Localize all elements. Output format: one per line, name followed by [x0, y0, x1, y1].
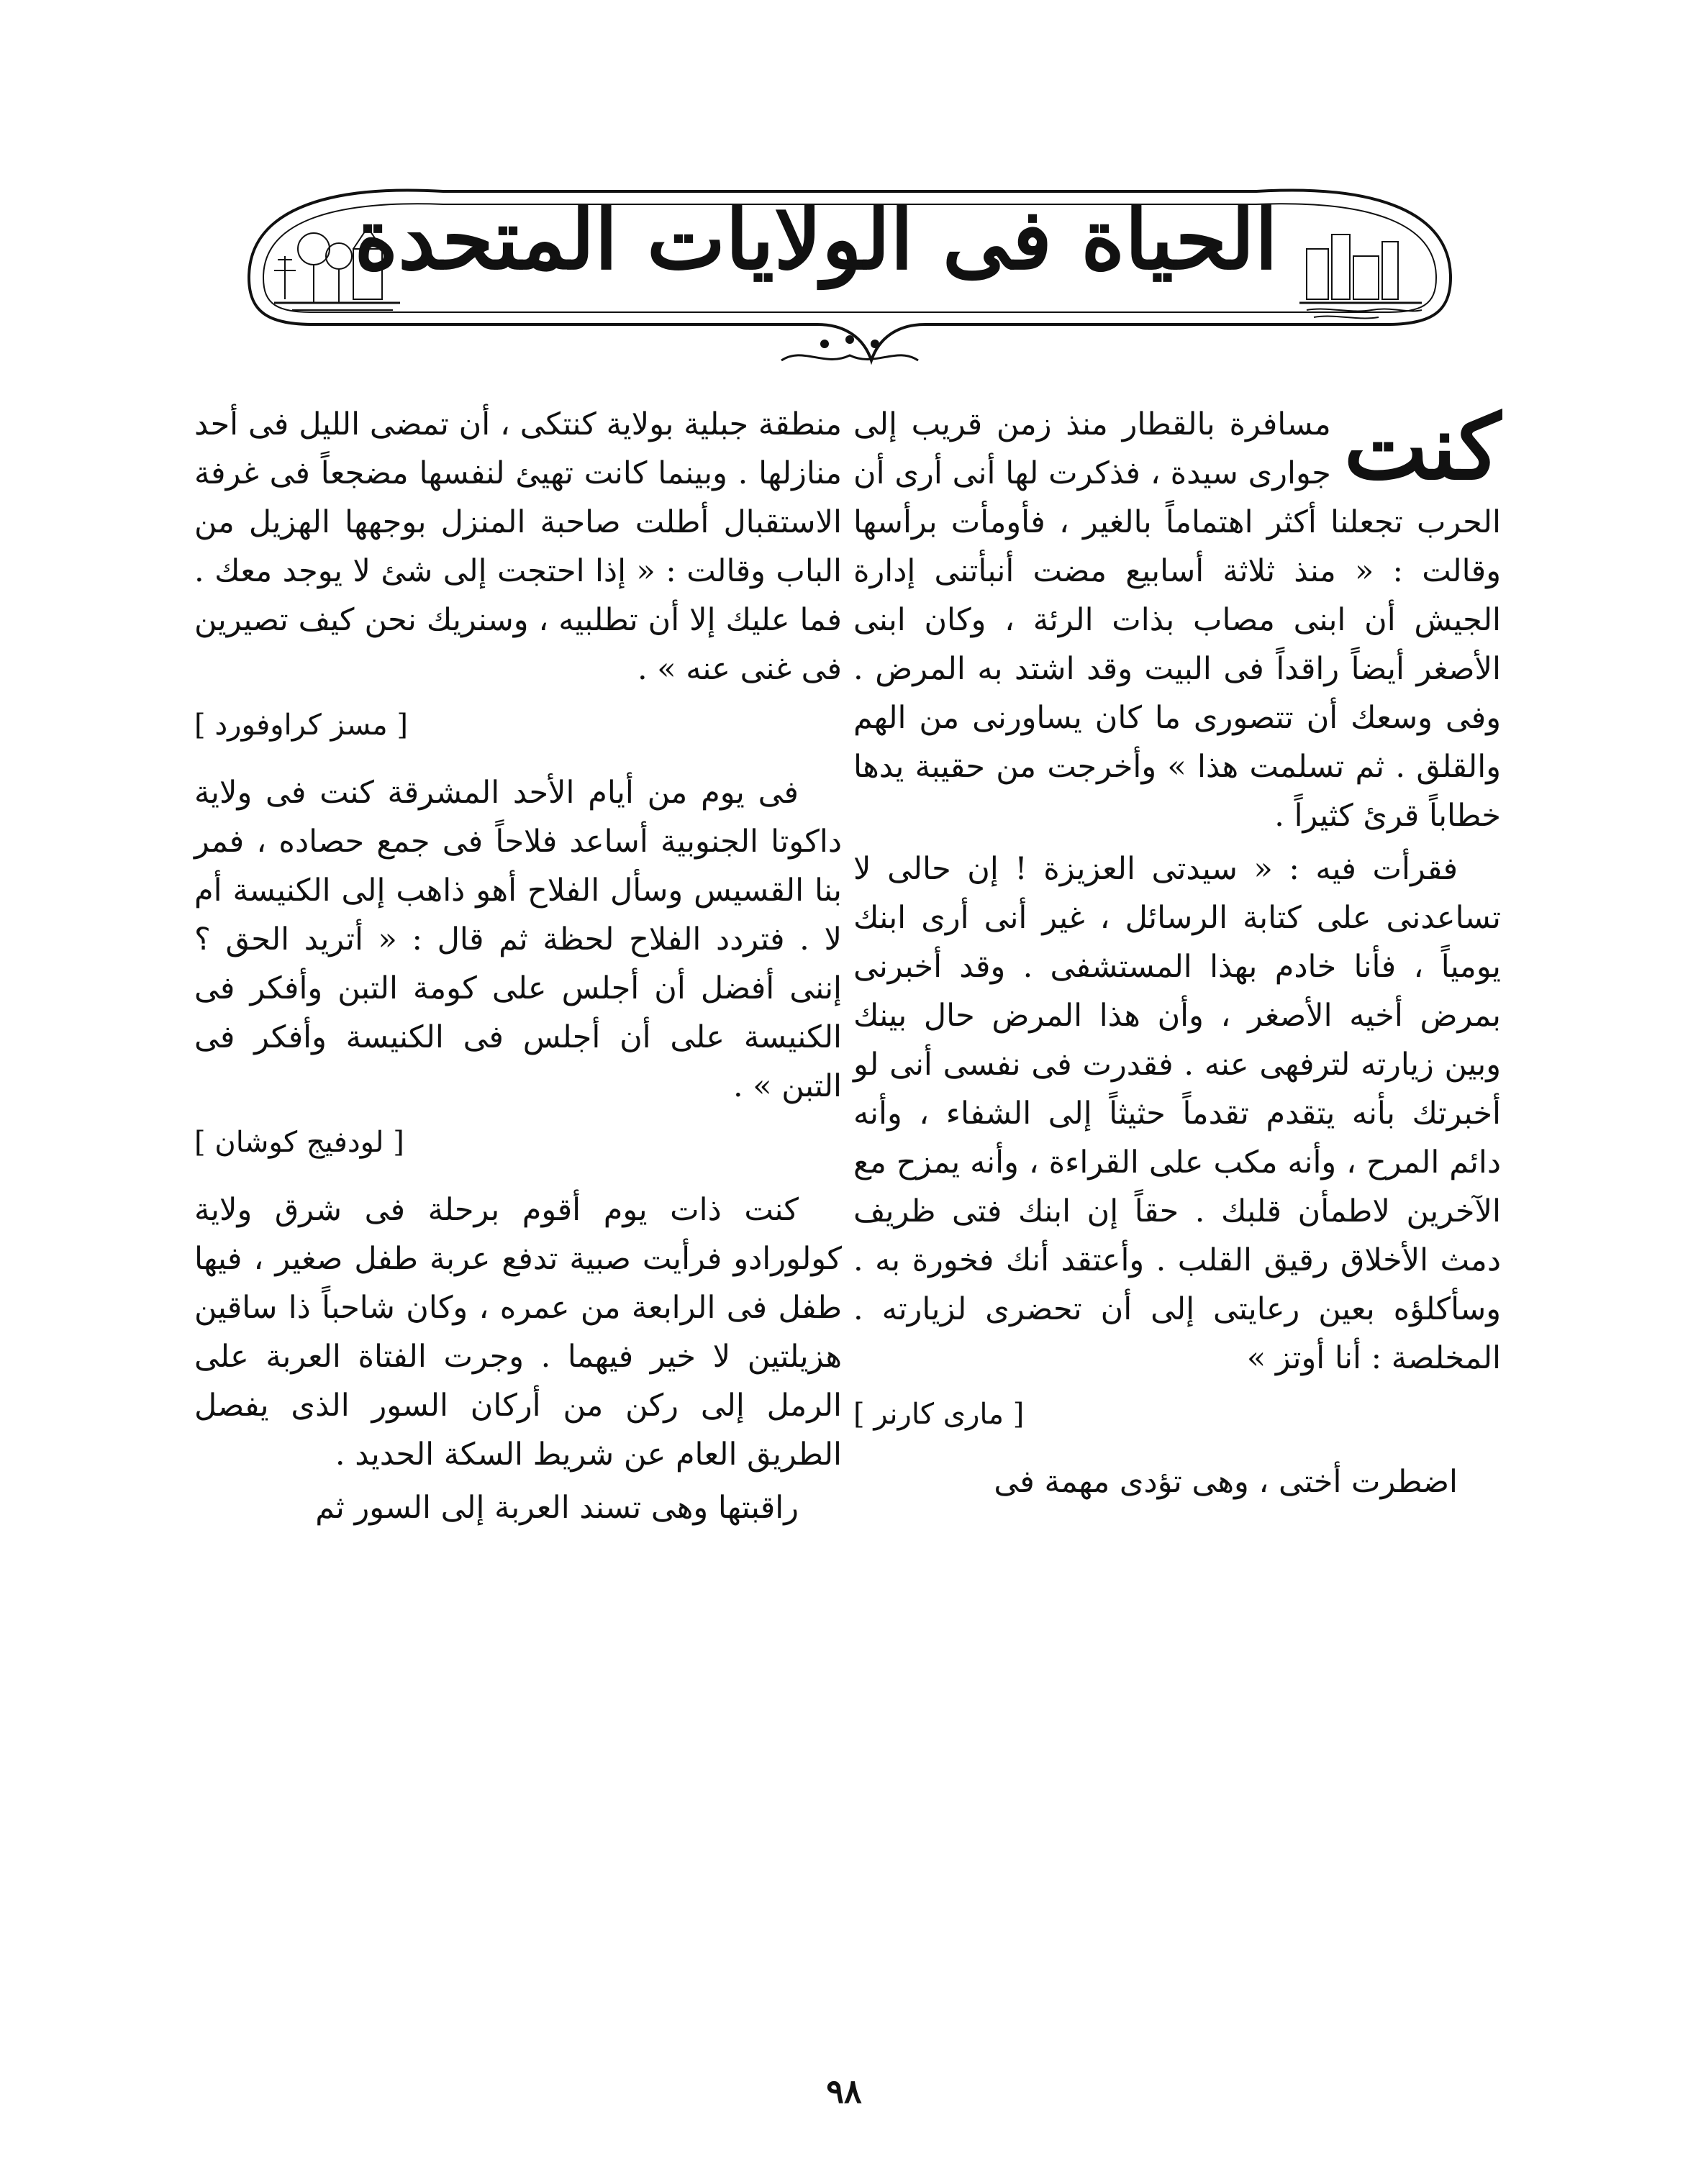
- left-column: [194, 400, 842, 1537]
- paragraph: فقرأت فيه : « سيدتى العزيزة ! إن حالى لا تساعدنى على كتابة الرسائل ، غير أنى أرى ابنك يومياً ، فأنا خادم بهذا المستشفى . وقد أخبرنى بمرض أخيه الأصغر ، وأن هذا المرض حال بينك وبين زيارته لترفهى عنه . فقدرت فى نفسى أنى لو أخبرتك بأنه يتقدم تقدماً حثيثاً إلى الشفاء ، وأنه دائم المرح ، وأنه مكب على القراءة ، وأنه يمزح مع الآخرين لاطمأن قلبك . حقاً إن ابنك فتى ظريف دمث الأخلاق رقيق القلب . وأعتقد أنك فخورة به . وسأكلؤه بعين رعايتى إلى أن تحضرى لزيارته . المخلصة : أنا أوتز »: [853, 851, 1501, 1376]
- ornament-dot: [845, 335, 854, 344]
- author-signature: [ مسز كراوفورد ]: [194, 709, 408, 742]
- paragraph: كنت ذات يوم أقوم برحلة فى شرق ولاية كولورادو فرأيت صبية تدفع عربة طفل صغير ، فيها طفل فى الرابعة من عمره ، وكان شاحباً ذا ساقين هزيلتين لا خير فيهما . وجرت الفتاة العربة على الرمل إلى ركن من أركان السور الذى يفصل الطريق العام عن شريط السكة الحديد .: [194, 1192, 842, 1473]
- author-signature: [ لودفيج كوشان ]: [194, 1126, 404, 1159]
- ornament-dot: [820, 340, 829, 348]
- right-vignette-illustration: [1299, 235, 1422, 318]
- paragraph-text: مسافرة بالقطار منذ زمن قريب إلى جوارى سيدة ، فذكرت لها أنى أرى أن الحرب تجعلنا أكثر اهتماماً بالغير ، فأومأت برأسها وقالت : « منذ ثلاثة أسابيع مضت أنبأتنى إدارة الجيش أن ابنى مصاب بذات الرئة ، وكان ابنى الأصغر أيضاً راقداً فى البيت وقد اشتد به المرض . وفى وسعك أن تتصورى ما كان يساورنى من الهم والقلق . ثم تسلمت هذا » وأخرجت من حقيبة يدها خطاباً قرئ كثيراً .: [853, 406, 1501, 834]
- drop-cap: كنت: [1343, 396, 1501, 500]
- right-column: [853, 396, 1501, 1511]
- paragraph: فى يوم من أيام الأحد المشرقة كنت فى ولاية داكوتا الجنوبية أساعد فلاحاً فى جمع حصاده ، فمر بنا القسيس وسأل الفلاح أهو ذاهب إلى الكنيسة أم لا . فتردد الفلاح لحظة ثم قال : « أتريد الحق ؟ إننى أفضل أن أجلس على كومة التبن وأفكر فى الكنيسة على أن أجلس فى الكنيسة وأفكر فى التبن » .: [194, 775, 842, 1104]
- paragraph: منطقة جبلية بولاية كنتكى ، أن تمضى الليل فى أحد منازلها . وبينما كانت تهيئ لنفسها مضجعاً فى غرفة الاستقبال أطلت صاحبة المنزل بوجهها الهزيل من الباب وقالت : « إذا احتجت إلى شئ لا يوجد معك . فما عليك إلا أن تطلبيه ، وسنريك نحن كيف تصيرين فى غنى عنه » .: [194, 406, 842, 687]
- ornament-dot: [871, 340, 879, 348]
- ornament-curl: [781, 355, 918, 360]
- paragraph: راقبتها وهى تسند العربة إلى السور ثم: [315, 1490, 799, 1526]
- title-banner: [206, 170, 1494, 386]
- author-signature: [ مارى كارنر ]: [853, 1398, 1025, 1431]
- page-number: ٩٨: [826, 2072, 862, 2111]
- paragraph: [853, 396, 1501, 840]
- page-title: الحياة فى الولايات المتحدة: [354, 191, 1278, 288]
- paragraph: اضطرت أختى ، وهى تؤدى مهمة فى: [994, 1464, 1458, 1500]
